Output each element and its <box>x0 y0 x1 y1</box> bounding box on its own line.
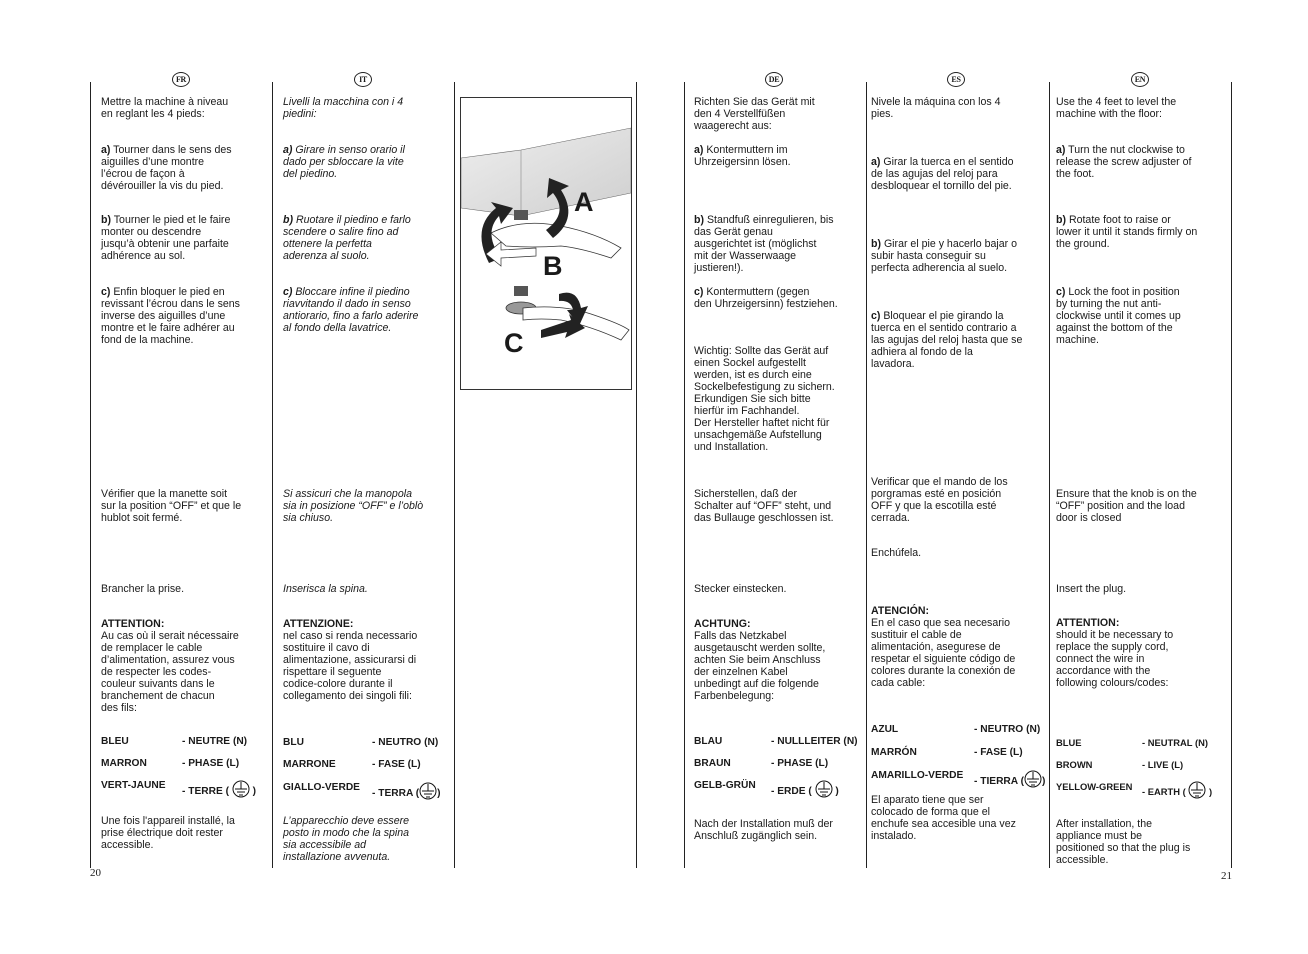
step-c: c) Bloquear el pie girando la tuerca en el sentido contrario a las agujas del reloj hasta que se adhiera al fondo de la lavadora. <box>871 310 1023 370</box>
wire-row: AZUL - NEUTRO (N) <box>871 724 1041 735</box>
text-block: Mettre la machine à niveau en reglant les 4 pieds: <box>101 96 229 120</box>
wire-color-table <box>283 737 453 804</box>
wire-color-table <box>101 736 271 802</box>
text-block: L’apparecchio deve essere posto in modo che la spina sia accessibile ad installazione avvenuta. <box>283 815 410 863</box>
right-page-border <box>1231 82 1232 868</box>
foot-adjustment-drawing <box>461 98 631 389</box>
text-block: Nivele la máquina con los 4 pies. <box>871 96 1001 120</box>
figure-label-c: C <box>504 328 524 358</box>
language-badge-es: ES <box>947 72 965 87</box>
step-c: c) Bloccare infine il piedino riavvitando il dado in senso antiorario, fino a farlo aderire al fondo della lavatrice. <box>283 286 419 334</box>
wire-row: GIALLO-VERDE - TERRA ( ) <box>283 782 441 799</box>
text-block: Sicherstellen, daß der Schalter auf “OFF” steht, und das Bullauge geschlossen ist. <box>694 488 834 524</box>
attention-block: ATENCIÓN: En el caso que sea necesario sustituir el cable de alimentación, asegurese de respetar el siguiente código de colores durante la conexión de cada cable: <box>871 605 1016 689</box>
wire-row: BROWN - LIVE (L) <box>1056 759 1184 770</box>
earth-icon <box>419 782 437 800</box>
column-de <box>694 0 864 954</box>
text-block: Insert the plug. <box>1056 583 1127 595</box>
wire-row: BLAU - NULLLEITER (N) <box>694 736 858 747</box>
wire-color-table <box>871 724 1047 792</box>
text-block: Richten Sie das Gerät mit den 4 Verstellfüßen waagerecht aus: <box>694 96 815 132</box>
text-block: Wichtig: Sollte das Gerät auf einen Sockel aufgestellt werden, ist es durch eine Sockelbefestigung zu sichern. Erkundigen Sie sich bitte hierfür im Fachhandel. Der Hersteller haftet nicht für unsachgemäße Aufstellung und Installation. <box>694 345 835 453</box>
step-b: b) Rotate foot to raise or lower it until it stands firmly on the ground. <box>1056 214 1198 250</box>
language-badge-it: IT <box>354 72 372 87</box>
wire-color-table <box>1056 737 1228 803</box>
text-block: Verificar que el mando de los porgramas esté en posición OFF y que la escotilla esté cerrada. <box>871 476 1008 524</box>
column-divider <box>1049 82 1050 868</box>
text-block: Si assicuri che la manopola sia in posizione “OFF” e l’oblò sia chiuso. <box>283 488 424 524</box>
step-c: c) Lock the foot in position by turning the nut anti- clockwise until it comes up against the bottom of the machine. <box>1056 286 1181 346</box>
column-es <box>871 0 1047 954</box>
text-block: Use the 4 feet to level the machine with the floor: <box>1056 96 1177 120</box>
text-block: Une fois l'appareil installé, la prise électrique doit rester accessible. <box>101 815 235 851</box>
column-divider <box>866 82 867 868</box>
step-a: a) Kontermuttern im Uhrzeigersinn lösen. <box>694 144 791 168</box>
column-divider <box>272 82 273 868</box>
text-block: El aparato tiene que ser colocado de forma que el enchufe sea accesible una vez instalado. <box>871 794 1016 842</box>
language-badge-fr: FR <box>172 72 190 87</box>
wire-row: MARRÓN - FASE (L) <box>871 747 1023 758</box>
wire-row: BLU - NEUTRO (N) <box>283 737 439 748</box>
attention-block: ACHTUNG: Falls das Netzkabel ausgetauscht werden sollte, achten Sie beim Anschluss der einzelnen Kabel unbedingt auf die folgende Farbenbelegung: <box>694 618 826 702</box>
wire-row: MARRONE - FASE (L) <box>283 759 421 770</box>
step-b: b) Standfuß einregulieren, bis das Gerät genau ausgerichtet ist (möglichst mit der Wasserwaage justieren!). <box>694 214 834 274</box>
spine-divider <box>636 82 637 868</box>
step-a: a) Girare in senso orario il dado per sbloccare la vite del piedino. <box>283 144 405 180</box>
step-a: a) Turn the nut clockwise to release the screw adjuster of the foot. <box>1056 144 1192 180</box>
spine-divider <box>684 82 685 868</box>
text-block: Stecker einstecken. <box>694 583 787 595</box>
step-b: b) Tourner le pied et le faire monter ou descendre jusqu’à obtenir une parfaite adhérence au sol. <box>101 214 231 262</box>
wire-row: BRAUN - PHASE (L) <box>694 758 829 769</box>
attention-block: ATTENZIONE: nel caso si renda necessario sostituire il cavo di alimentazione, assicurarsi di rispettare il seguente codice-colore durante il collegamento dei singoli fili: <box>283 618 418 702</box>
earth-icon <box>1188 781 1206 799</box>
step-a: a) Tourner dans le sens des aiguilles d’une montre l’écrou de façon à dévérouiller la vis du pied. <box>101 144 232 192</box>
page-number-right: 21 <box>1221 870 1232 882</box>
step-b: b) Ruotare il piedino e farlo scendere o salire fino ad ottenere la perfetta aderenza al suolo. <box>283 214 411 262</box>
text-block: After installation, the appliance must be positioned so that the plug is accessible. <box>1056 818 1191 866</box>
language-badge-en: EN <box>1131 72 1149 87</box>
earth-icon <box>815 780 833 798</box>
text-block: Vérifier que la manette soit sur la position “OFF” et que le hublot soit fermé. <box>101 488 242 524</box>
wire-row: MARRON - PHASE (L) <box>101 758 240 769</box>
column-fr <box>101 0 271 954</box>
text-block: Brancher la prise. <box>101 583 185 595</box>
text-block: Livelli la macchina con i 4 piedini: <box>283 96 404 120</box>
column-divider <box>454 82 455 868</box>
foot-adjustment-illustration <box>460 97 632 390</box>
wire-row: VERT-JAUNE - TERRE ( ) <box>101 780 257 797</box>
step-c: c) Kontermuttern (gegen den Uhrzeigersinn) festziehen. <box>694 286 838 310</box>
earth-icon <box>1024 770 1042 788</box>
step-c: c) Enfin bloquer le pied en revissant l’écrou dans le sens inverse des aiguilles d’une montre et le faire adhérer au fond de la machine. <box>101 286 240 346</box>
text-block: Inserisca la spina. <box>283 583 368 595</box>
earth-icon <box>232 780 250 798</box>
wire-row: YELLOW-GREEN - EARTH ( ) <box>1056 781 1213 797</box>
left-page-border <box>90 82 91 868</box>
attention-block: ATTENTION: Au cas où il serait nécessaire de remplacer le cable d’alimentation, assurez vous de respecter les codes- couleur suivants dans le branchement de chacun des fils: <box>101 618 239 714</box>
text-block: Enchúfela. <box>871 547 922 559</box>
step-a: a) Girar la tuerca en el sentido de las agujas del reloj para desbloquear el tornillo del pie. <box>871 156 1014 192</box>
wire-row: BLEU - NEUTRE (N) <box>101 736 248 747</box>
column-it <box>283 0 453 954</box>
page-number-left: 20 <box>90 867 101 879</box>
figure-label-a: A <box>574 187 594 217</box>
text-block: Nach der Installation muß der Anschluß zugänglich sein. <box>694 818 833 842</box>
attention-block: ATTENTION: should it be necessary to replace the supply cord, connect the wire in accordance with the following colours/codes: <box>1056 617 1174 689</box>
wire-row: BLUE - NEUTRAL (N) <box>1056 737 1208 748</box>
figure-label-b: B <box>543 251 563 281</box>
text-block: Ensure that the knob is on the “OFF” position and the load door is closed <box>1056 488 1197 524</box>
language-badge-de: DE <box>765 72 783 87</box>
wire-row: GELB-GRÜN - ERDE ( ) <box>694 780 839 797</box>
wire-row: AMARILLO-VERDE - TIERRA ( ) <box>871 770 1046 787</box>
wire-color-table <box>694 736 864 802</box>
step-b: b) Girar el pie y hacerlo bajar o subir hasta conseguir su perfecta adherencia al suelo. <box>871 238 1018 274</box>
column-en <box>1056 0 1228 954</box>
